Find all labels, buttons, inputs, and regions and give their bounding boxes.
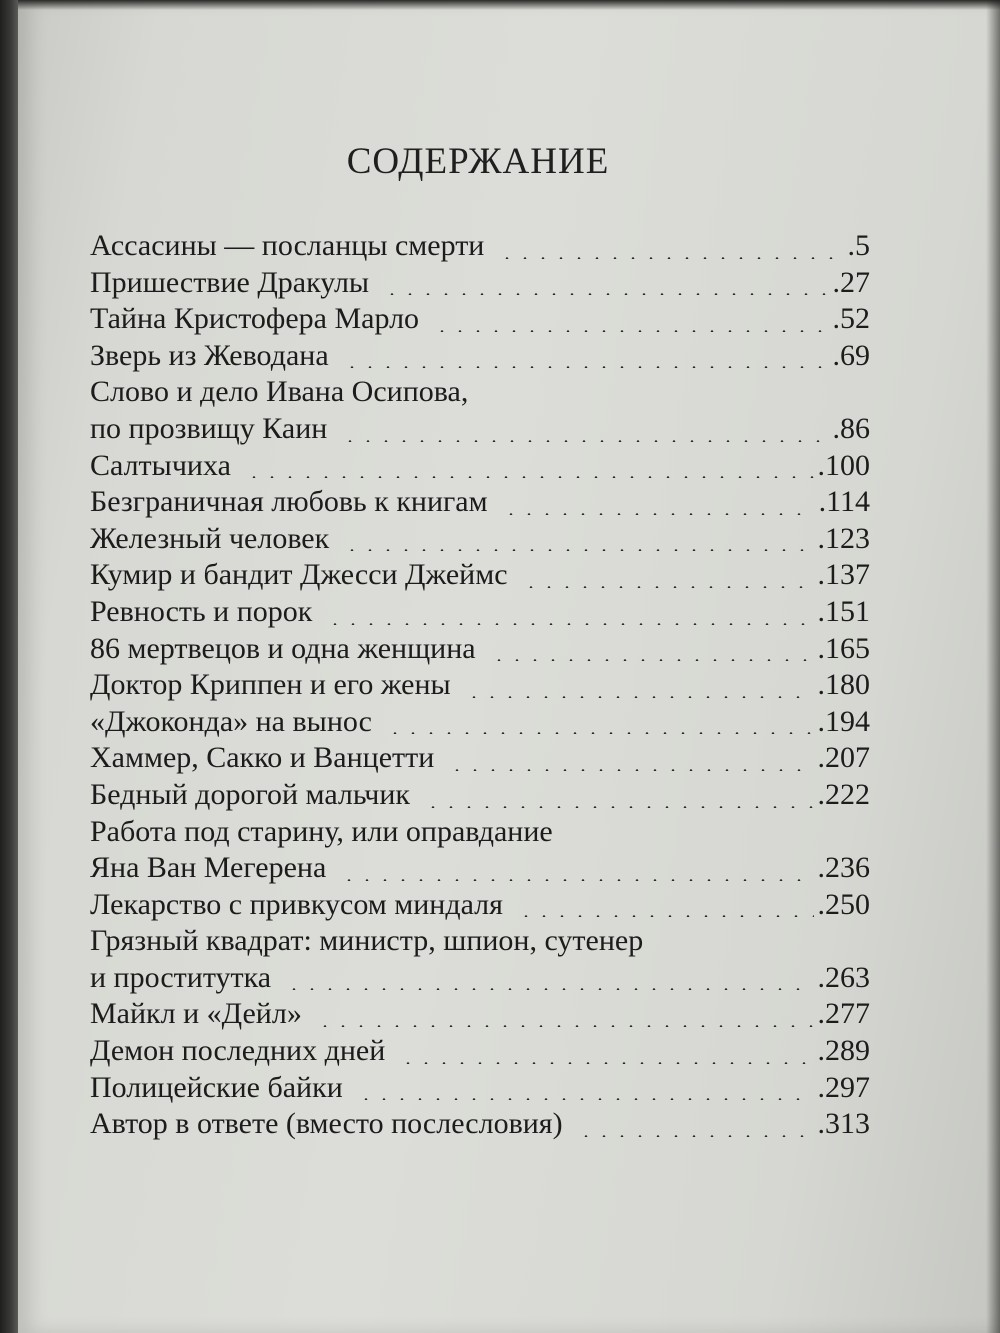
toc-entry [90, 594, 870, 631]
toc-dot-leader [399, 1062, 813, 1064]
toc-dot-leader [577, 1135, 814, 1137]
toc-entry-page: .250 [817, 887, 870, 921]
toc-entry-title: Лекарство с привкусом миндаля [90, 887, 503, 921]
toc-entry-page: .297 [817, 1070, 870, 1104]
toc-entry [90, 1106, 870, 1143]
toc-entry-page: .52 [832, 302, 870, 336]
toc-dot-leader [424, 806, 814, 808]
toc-entry [90, 960, 870, 997]
toc-entry-page: .123 [817, 521, 870, 555]
toc-dot-leader [341, 440, 828, 442]
toc-entry [90, 740, 870, 777]
toc-dot-leader [343, 549, 813, 551]
toc-entry [90, 448, 870, 485]
toc-entry-title: Хаммер, Сакко и Ванцетти [90, 741, 435, 775]
toc-dot-leader [490, 659, 814, 661]
toc-entry [90, 996, 870, 1033]
toc-entry-page: .236 [817, 851, 870, 885]
toc-entry-title: Слово и дело Ивана Осипова, [90, 375, 469, 409]
toc-entry-title: Демон последних дней [90, 1034, 386, 1068]
toc-entry-page: .289 [817, 1034, 870, 1068]
toc-dot-leader [433, 330, 828, 332]
toc-entry-title: Автор в ответе (вместо послесловия) [90, 1107, 563, 1141]
toc-entry [90, 338, 870, 375]
toc-entry [90, 667, 870, 704]
toc-entry [90, 704, 870, 741]
toc-entry [90, 557, 870, 594]
toc-dot-leader [285, 988, 813, 990]
toc-entry-title: Кумир и бандит Джесси Джеймс [90, 558, 508, 592]
toc-entry-title: по прозвищу Каин [90, 411, 328, 445]
toc-entry-title: Пришествие Дракулы [90, 265, 370, 299]
toc-entry-page: .151 [817, 594, 870, 628]
page-title: СОДЕРЖАНИЕ [346, 141, 610, 182]
toc-entry-title: Безграничная любовь к книгам [90, 485, 488, 519]
toc-dot-leader [386, 732, 814, 734]
toc-entry-title: и проститутка [90, 960, 272, 994]
toc-entry-title: Тайна Кристофера Марло [90, 302, 420, 336]
toc-entry-title: Доктор Криппен и его жены [90, 668, 451, 702]
toc-entry [90, 484, 870, 521]
toc-entry [90, 374, 870, 411]
toc-entry-page: .277 [817, 997, 870, 1031]
toc-entry-page: .27 [832, 265, 870, 299]
toc-entry [90, 923, 870, 960]
toc-entry-page: .100 [817, 448, 870, 482]
toc-entry-page: .165 [817, 631, 870, 665]
toc-entry-title: «Джоконда» на вынос [90, 704, 372, 738]
toc-entry-page: .5 [847, 229, 870, 262]
toc-entry-title: 86 мертвецов и одна женщина [90, 631, 476, 665]
toc-entry [90, 1070, 870, 1107]
toc-dot-leader [357, 1098, 814, 1100]
toc-entry-title: Ассасины — посланцы смерти [90, 229, 485, 262]
toc-entry [90, 631, 870, 668]
toc-entry-page: .137 [817, 558, 870, 592]
toc-entry-title: Салтычиха [90, 448, 231, 482]
toc-entry-page: .114 [818, 485, 870, 519]
toc-dot-leader [383, 293, 828, 295]
toc-entry-page: .180 [817, 668, 870, 702]
toc-dot-leader [343, 366, 829, 368]
toc-entry-title: Железный человек [90, 521, 330, 555]
toc-entry [90, 521, 870, 558]
toc-dot-leader [340, 879, 813, 881]
toc-entry [90, 301, 870, 338]
toc-entry-title: Бедный дорогой мальчик [90, 777, 410, 811]
toc-entry [90, 228, 870, 265]
toc-entry [90, 850, 870, 887]
toc-dot-leader [465, 696, 814, 698]
toc-dot-leader [522, 586, 814, 588]
toc-entry-title: Яна Ван Мегерена [90, 851, 327, 885]
page-right-shadow [986, 0, 1000, 1333]
book-binding [0, 0, 18, 1333]
page-top-shadow [18, 0, 1000, 10]
toc-entry-page: .86 [832, 411, 870, 445]
toc-entry-title: Зверь из Жеводана [90, 338, 329, 372]
toc-dot-leader [498, 257, 843, 259]
toc-entry [90, 777, 870, 814]
toc-dot-leader [326, 623, 813, 625]
toc-entry-title: Полицейские байки [90, 1070, 343, 1104]
toc-entry-page: .69 [832, 338, 870, 372]
toc-dot-leader [517, 915, 814, 917]
toc-entry-page: .207 [817, 741, 870, 775]
book-page [18, 0, 1000, 1333]
toc-entry-page: .194 [817, 704, 870, 738]
toc-entry-title: Майкл и «Дейл» [90, 997, 302, 1031]
toc-dot-leader [448, 769, 813, 771]
toc-dot-leader [502, 513, 815, 515]
toc-entry [90, 814, 870, 851]
toc-entry-title: Ревность и порок [90, 594, 313, 628]
table-of-contents [90, 228, 870, 1143]
toc-dot-leader [245, 476, 814, 478]
toc-entry [90, 411, 870, 448]
toc-entry-page: .313 [817, 1107, 870, 1141]
toc-entry-page: .222 [817, 777, 870, 811]
toc-dot-leader [316, 1025, 814, 1027]
toc-entry [90, 265, 870, 302]
toc-entry [90, 1033, 870, 1070]
toc-entry-page: .263 [817, 960, 870, 994]
toc-entry-title: Грязный квадрат: министр, шпион, сутенер [90, 924, 644, 958]
toc-entry-title: Работа под старину, или оправдание [90, 814, 553, 848]
toc-entry [90, 887, 870, 924]
